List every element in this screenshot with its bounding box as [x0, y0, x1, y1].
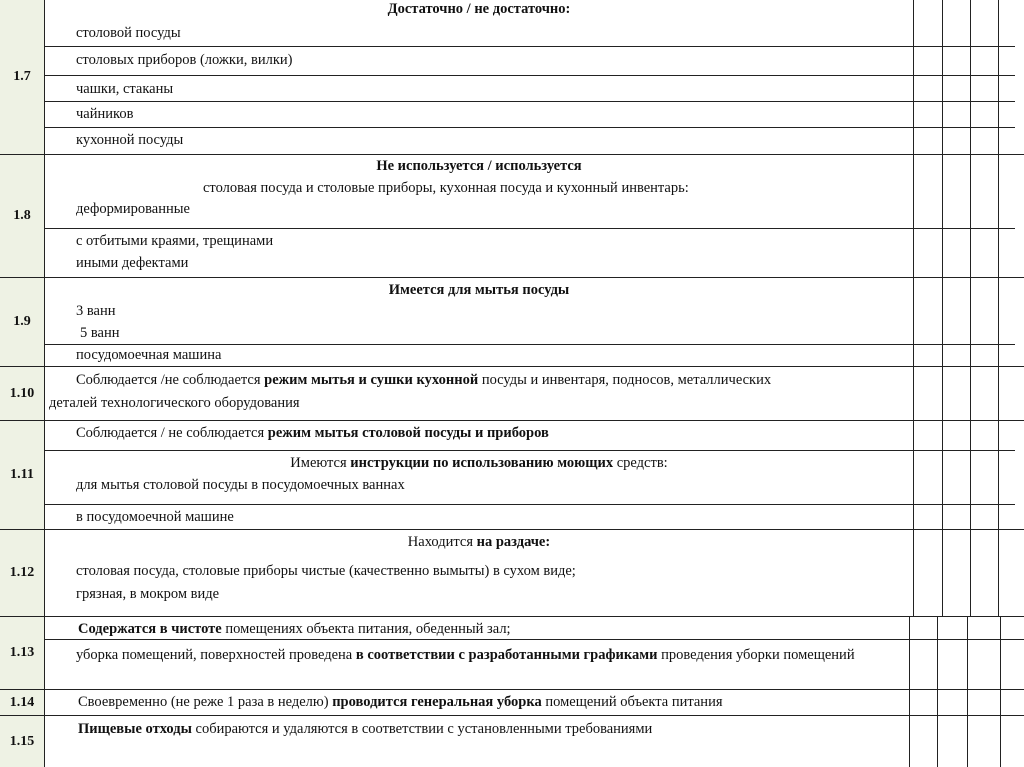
checklist-item: с отбитыми краями, трещинами — [76, 233, 274, 249]
section-header-1-7: Достаточно / не достаточно: — [387, 1, 571, 17]
checklist-item: чашки, стаканы — [76, 81, 174, 97]
section-header-1-8: Не используется / используется — [376, 158, 582, 174]
checklist-item: 3 ванн — [76, 303, 116, 319]
checklist-item: 5 ванн — [80, 325, 120, 341]
checklist-item: грязная, в мокром виде — [76, 586, 220, 602]
checklist-text-1-14: Своевременно (не реже 1 раза в неделю) проводится генеральная уборка помещений объекта питания — [78, 694, 723, 710]
checklist-item: столовой посуды — [76, 25, 181, 41]
row-number-1-14: 1.14 — [0, 690, 45, 716]
checklist-text-1-11a: Соблюдается / не соблюдается режим мытья столовой посуды и приборов — [76, 425, 549, 441]
section-subheader: столовая посуда и столовые приборы, кухонная посуда и кухонный инвентарь: — [203, 180, 689, 196]
row-number-1-7: 1.7 — [0, 0, 45, 155]
section-header-1-12: Находится на раздаче: — [407, 534, 551, 550]
row-number-1-12: 1.12 — [0, 530, 45, 617]
checklist-item: посудомоечная машина — [76, 347, 222, 363]
checklist-text-1-10-cont: деталей технологического оборудования — [49, 395, 300, 411]
section-header-1-11b: Имеются инструкции по использованию моющих средств: — [290, 455, 668, 471]
checklist-item: иными дефектами — [76, 255, 189, 271]
row-number-1-11: 1.11 — [0, 421, 45, 530]
section-header-1-9: Имеется для мытья посуды — [388, 282, 570, 298]
checklist-item: столовых приборов (ложки, вилки) — [76, 52, 293, 68]
row-number-1-8: 1.8 — [0, 155, 45, 278]
row-number-1-9: 1.9 — [0, 278, 45, 367]
row-number-1-10: 1.10 — [0, 367, 45, 421]
row-number-1-13: 1.13 — [0, 617, 45, 690]
row-number-1-15: 1.15 — [0, 716, 45, 767]
checklist-item: в посудомоечной машине — [76, 509, 234, 525]
checklist-text-1-13a: Содержатся в чистоте помещениях объекта питания, обеденный зал; — [78, 621, 511, 637]
checklist-item: столовая посуда, столовые приборы чистые (качественно вымыты) в сухом виде; — [76, 563, 576, 579]
checklist-item: чайников — [76, 106, 134, 122]
checklist-text-1-15: Пищевые отходы собираются и удаляются в соответствии с установленными требованиями — [78, 721, 653, 737]
checklist-text-1-13b: уборка помещений, поверхностей проведена в соответствии с разработанными графиками проведения уборки помещений — [76, 647, 855, 663]
checklist-text-1-10: Соблюдается /не соблюдается режим мытья и сушки кухонной посуды и инвентаря, подносов, металлических — [76, 372, 772, 388]
checklist-item: кухонной посуды — [76, 132, 184, 148]
checklist-item: для мытья столовой посуды в посудомоечных ваннах — [76, 477, 405, 493]
checklist-item: деформированные — [76, 201, 190, 217]
